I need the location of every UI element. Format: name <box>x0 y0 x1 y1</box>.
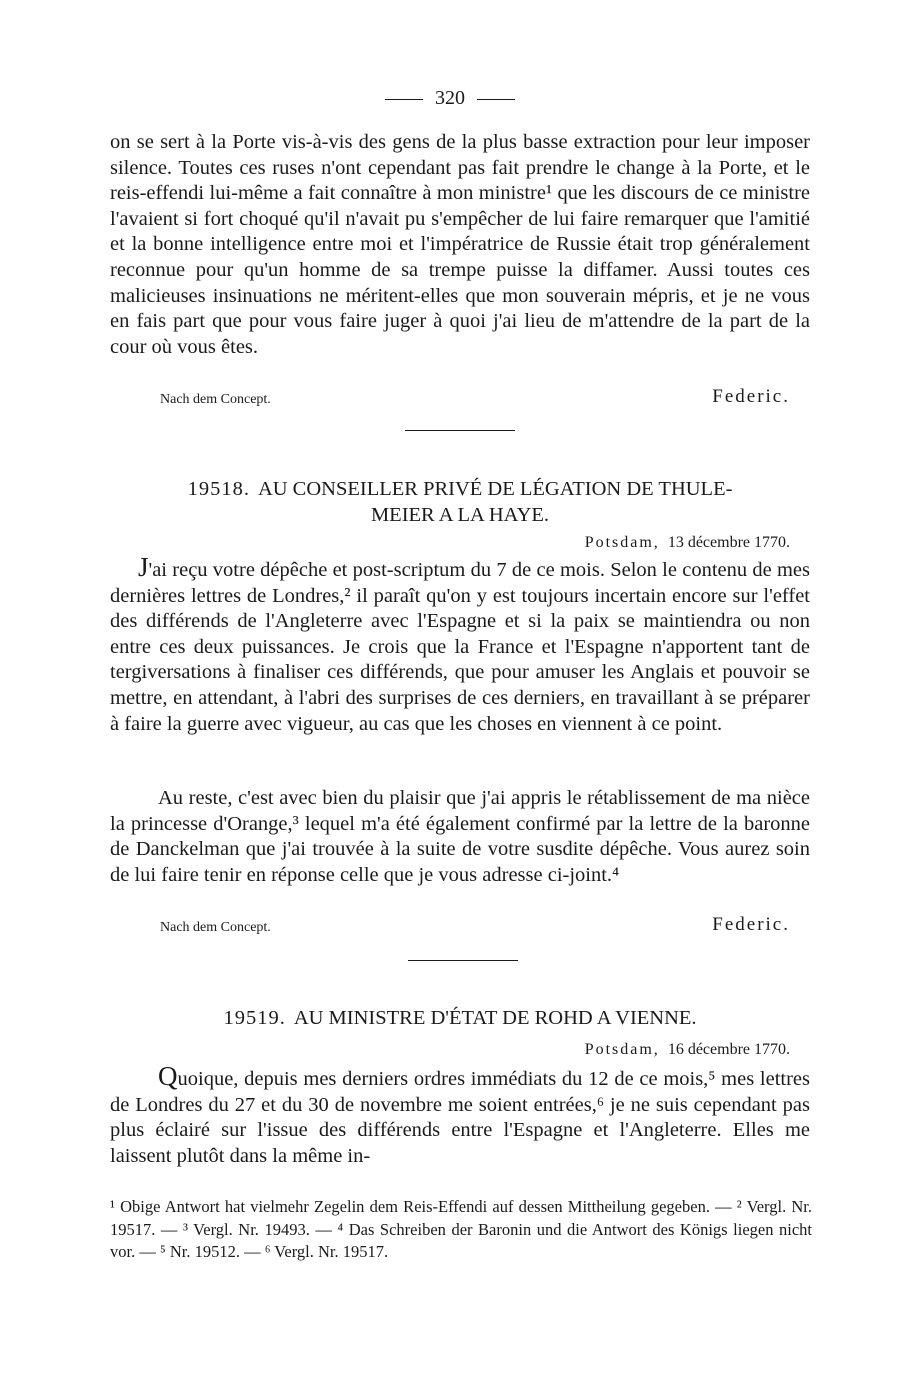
continued-paragraph: on se sert à la Porte vis-à-vis des gens de la plus basse extraction pour leur imposer silence. Toutes ces ruses n'ont cependant pas fait prendre le change à la Porte, et le reis-effendi lui-même a fait connaître à mon ministre¹ que les discours de ce ministre l'avaient si fort choqué qu'il n'avait pu s'empêcher de lui faire remarquer que l'amitié et la bonne intelligence entre moi et l'impératrice de Russie était trop généralement reconnue pour qu'un homme de sa trempe puisse la diffamer. Aussi toutes ces malicieuses insinuations ne méritent-elles que mon souverain mépris, et je ne vous en fais part que pour vous faire juger à quoi j'ai lieu de m'attendre de la part de la cour où vous êtes. <box>110 131 810 358</box>
initial-letter: J <box>138 552 149 582</box>
date: 13 décembre 1770. <box>667 534 790 551</box>
place: Potsdam, <box>584 534 660 551</box>
heading-line-1: AU CONSEILLER PRIVÉ DE LÉGATION DE THULE- <box>257 478 733 500</box>
letter-19518-paragraph-2: Au reste, c'est avec bien du plaisir que j'ai appris le rétablissement de ma nièce la princesse d'Orange,³ lequel m'a été également confirmé par la lettre de la baronne de Danckelman que j'ai trouvée à la suite de votre susdite dépêche. Vous aurez soin de lui faire tenir en réponse celle que je vous adresse ci-joint.⁴ <box>110 787 810 886</box>
letter-19518-heading <box>110 476 810 528</box>
letter-19518-dateline <box>110 533 790 553</box>
letter-number: 19519. <box>223 1007 286 1029</box>
source-note: Nach dem Concept. <box>160 392 271 407</box>
paragraph-text: uoique, depuis mes derniers ordres immédiats du 12 de ce mois,⁵ mes lettres de Londres du 27 et du 30 de novembre me soient entrées,⁶ je ne suis cependant pas plus éclairé sur l'issue des différends entre l'Espagne et l'Angleterre. Elles me laissent plutôt dans la même in- <box>110 1068 810 1167</box>
initial-letter: Q <box>158 1061 178 1091</box>
page-number-line <box>0 86 900 110</box>
heading-line-2: MEIER A LA HAYE. <box>370 504 550 526</box>
place: Potsdam, <box>584 1041 660 1058</box>
heading-line-1: AU MINISTRE D'ÉTAT DE ROHD A VIENNE. <box>293 1007 697 1029</box>
source-note: Nach dem Concept. <box>160 920 271 935</box>
signature: Federic. <box>712 386 790 407</box>
section-divider <box>405 430 515 431</box>
footnotes: ¹ Obige Antwort hat vielmehr Zegelin dem Reis-Effendi auf dessen Mittheilung gegeben. — ² Vergl. Nr. 19517. — ³ Vergl. Nr. 19493. — ⁴ Das Schreiben der Baronin und die Antwort des Königs liegen nicht vor. — ⁵ Nr. 19512. — ⁶ Vergl. Nr. 19517. <box>110 1197 812 1261</box>
letter-19519-dateline <box>110 1040 790 1060</box>
date: 16 décembre 1770. <box>667 1041 790 1058</box>
signature: Federic. <box>712 914 790 935</box>
letter-19518-paragraph-1 <box>110 552 810 737</box>
letter-19519-heading <box>110 1005 810 1031</box>
top-closing <box>110 384 790 410</box>
folio-dash-right <box>477 99 515 100</box>
section-divider <box>408 960 518 961</box>
letter-19519-paragraph-1 <box>110 1061 810 1169</box>
paragraph-text: 'ai reçu votre dépêche et post-scriptum du 7 de ce mois. Selon le contenu de mes dernières lettres de Londres,² il paraît qu'on y est toujours incertain encore sur l'effet des différends de l'Angleterre avec l'Espagne et si la paix se maintiendra ou non entre ces deux puissances. Je crois que la France et l'Espagne n'apportent tant de tergiversations à finaliser ces différends, que pour amuser les Anglais et pouvoir se mettre, en attendant, à l'abri des surprises de ces derniers, en travaillant à se préparer à faire la guerre avec vigueur, au cas que les choses en viennent à ce point. <box>110 559 810 735</box>
letter-19518-closing <box>110 912 790 938</box>
page-number: 320 <box>435 87 465 109</box>
folio-dash-left <box>385 99 423 100</box>
letter-number: 19518. <box>187 478 250 500</box>
